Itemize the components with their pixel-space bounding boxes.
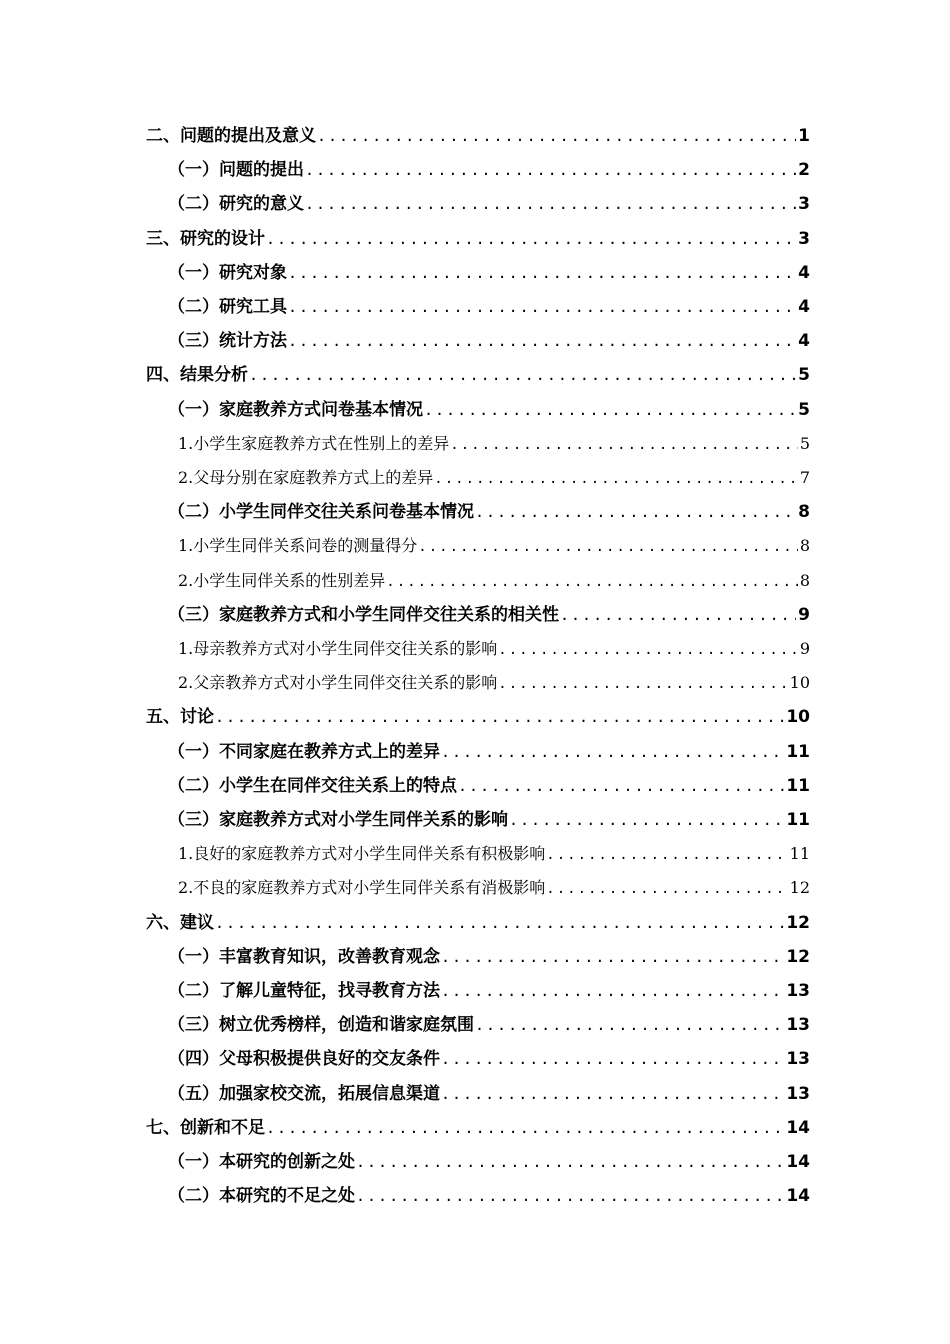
toc-entry-title: （二）小学生同伴交往关系问卷基本情况 [168, 502, 474, 522]
toc-entry-title: （一）家庭教养方式问卷基本情况 [168, 400, 423, 420]
toc-entry-level-2[interactable] [168, 598, 810, 632]
toc-entry-page-number: 11 [786, 810, 810, 830]
toc-entry-level-3[interactable] [178, 666, 810, 700]
toc-dot-leader [266, 222, 796, 256]
toc-entry-title: 三、研究的设计 [146, 229, 265, 249]
toc-entry-level-3[interactable] [178, 461, 810, 495]
toc-entry-title: 2.不良的家庭教养方式对小学生同伴关系有消极影响 [178, 878, 546, 897]
toc-entry-level-2[interactable] [168, 324, 810, 358]
toc-entry-title: 六、建议 [146, 913, 214, 933]
toc-entry-title: 2.父亲教养方式对小学生同伴交往关系的影响 [178, 673, 498, 692]
toc-entry-level-2[interactable] [168, 769, 810, 803]
toc-entry-level-2[interactable] [168, 1179, 810, 1213]
toc-dot-leader [215, 906, 784, 940]
toc-dot-leader [441, 735, 784, 769]
toc-dot-leader [356, 1145, 784, 1179]
toc-entry-title: （四）父母积极提供良好的交友条件 [168, 1049, 440, 1069]
toc-entry-title: （二）了解儿童特征，找寻教育方法 [168, 981, 440, 1001]
toc-entry-level-1[interactable] [146, 358, 810, 392]
toc-entry-title: 五、讨论 [146, 707, 214, 727]
toc-entry-level-2[interactable] [168, 256, 810, 290]
toc-dot-leader [509, 803, 784, 837]
toc-entry-page-number: 8 [799, 536, 810, 555]
toc-entry-title: （五）加强家校交流，拓展信息渠道 [168, 1084, 440, 1104]
toc-entry-page-number: 12 [786, 947, 810, 967]
toc-entry-title: （二）本研究的不足之处 [168, 1186, 355, 1206]
toc-dot-leader [560, 598, 796, 632]
toc-entry-page-number: 11 [789, 844, 810, 863]
toc-dot-leader [498, 633, 798, 667]
toc-dot-leader [215, 700, 784, 734]
toc-dot-leader [288, 324, 796, 358]
toc-entry-title: 1.小学生家庭教养方式在性别上的差异 [178, 434, 450, 453]
toc-entry-page-number: 2 [798, 160, 810, 180]
toc-entry-title: 2.小学生同伴关系的性别差异 [178, 571, 386, 590]
toc-dot-leader [475, 1008, 784, 1042]
toc-entry-level-3[interactable] [178, 529, 810, 563]
toc-entry-page-number: 12 [789, 878, 810, 897]
toc-entry-page-number: 13 [786, 1015, 810, 1035]
toc-dot-leader [546, 872, 787, 906]
toc-entry-title: （三）家庭教养方式和小学生同伴交往关系的相关性 [168, 605, 559, 625]
toc-entry-page-number: 9 [798, 605, 810, 625]
toc-dot-leader [386, 565, 798, 599]
toc-entry-level-1[interactable] [146, 222, 810, 256]
toc-dot-leader [418, 530, 798, 564]
toc-dot-leader [441, 974, 784, 1008]
toc-entry-title: 四、结果分析 [146, 365, 248, 385]
toc-dot-leader [266, 1111, 784, 1145]
toc-entry-title: 二、问题的提出及意义 [146, 126, 316, 146]
toc-entry-level-3[interactable] [178, 871, 810, 905]
toc-dot-leader [288, 256, 796, 290]
toc-entry-level-2[interactable] [168, 187, 810, 221]
toc-entry-page-number: 4 [798, 331, 810, 351]
toc-entry-level-1[interactable] [146, 1111, 810, 1145]
toc-entry-page-number: 10 [789, 673, 810, 692]
toc-entry-page-number: 10 [786, 707, 810, 727]
toc-entry-level-2[interactable] [168, 153, 810, 187]
toc-entry-level-2[interactable] [168, 940, 810, 974]
toc-dot-leader [546, 838, 787, 872]
toc-entry-page-number: 11 [786, 742, 810, 762]
toc-entry-title: （三）统计方法 [168, 331, 287, 351]
toc-dot-leader [249, 358, 796, 392]
toc-entry-title: 1.母亲教养方式对小学生同伴交往关系的影响 [178, 639, 498, 658]
toc-dot-leader [434, 462, 798, 496]
toc-entry-page-number: 3 [798, 229, 810, 249]
toc-dot-leader [458, 769, 784, 803]
toc-dot-leader [424, 393, 796, 427]
toc-entry-page-number: 13 [786, 1049, 810, 1069]
toc-entry-level-2[interactable] [168, 1077, 810, 1111]
toc-entry-page-number: 9 [799, 639, 810, 658]
toc-dot-leader [288, 290, 796, 324]
toc-entry-level-2[interactable] [168, 974, 810, 1008]
toc-entry-title: （三）家庭教养方式对小学生同伴关系的影响 [168, 810, 508, 830]
toc-entry-page-number: 14 [786, 1186, 810, 1206]
toc-entry-level-3[interactable] [178, 427, 810, 461]
toc-entry-page-number: 4 [798, 297, 810, 317]
toc-entry-page-number: 5 [798, 365, 810, 385]
toc-entry-page-number: 13 [786, 1084, 810, 1104]
toc-entry-page-number: 3 [798, 194, 810, 214]
toc-dot-leader [441, 1042, 784, 1076]
toc-dot-leader [317, 119, 796, 153]
toc-entry-level-2[interactable] [168, 735, 810, 769]
toc-entry-page-number: 14 [786, 1118, 810, 1138]
toc-entry-level-1[interactable] [146, 906, 810, 940]
toc-entry-page-number: 4 [798, 263, 810, 283]
toc-entry-level-2[interactable] [168, 495, 810, 529]
toc-entry-level-2[interactable] [168, 393, 810, 427]
toc-dot-leader [498, 667, 787, 701]
toc-entry-level-2[interactable] [168, 1008, 810, 1042]
toc-entry-page-number: 8 [799, 571, 810, 590]
toc-entry-page-number: 5 [798, 400, 810, 420]
toc-entry-level-2[interactable] [168, 290, 810, 324]
toc-dot-leader [305, 187, 796, 221]
toc-entry-title: （二）小学生在同伴交往关系上的特点 [168, 776, 457, 796]
toc-entry-page-number: 14 [786, 1152, 810, 1172]
toc-entry-level-1[interactable] [146, 700, 810, 734]
toc-entry-level-2[interactable] [168, 1145, 810, 1179]
toc-entry-level-2[interactable] [168, 803, 810, 837]
toc-entry-page-number: 7 [799, 468, 810, 487]
toc-entry-title: （一）研究对象 [168, 263, 287, 283]
toc-entry-title: （二）研究工具 [168, 297, 287, 317]
toc-entry-page-number: 1 [798, 126, 810, 146]
toc-entry-level-3[interactable] [178, 564, 810, 598]
toc-entry-title: 1.小学生同伴关系问卷的测量得分 [178, 536, 418, 555]
toc-entry-title: （一）不同家庭在教养方式上的差异 [168, 742, 440, 762]
toc-entry-title: 1.良好的家庭教养方式对小学生同伴关系有积极影响 [178, 844, 546, 863]
toc-entry-title: （一）丰富教育知识，改善教育观念 [168, 947, 440, 967]
toc-entry-level-3[interactable] [178, 837, 810, 871]
toc-entry-level-1[interactable] [146, 119, 810, 153]
toc-entry-title: （二）研究的意义 [168, 194, 304, 214]
toc-entry-level-3[interactable] [178, 632, 810, 666]
toc-entry-title: （一）问题的提出 [168, 160, 304, 180]
toc-dot-leader [441, 1077, 784, 1111]
toc-entry-title: （一）本研究的创新之处 [168, 1152, 355, 1172]
toc-entry-title: 七、创新和不足 [146, 1118, 265, 1138]
toc-dot-leader [450, 428, 798, 462]
toc-entry-title: 2.父母分别在家庭教养方式上的差异 [178, 468, 434, 487]
toc-entry-page-number: 8 [798, 502, 810, 522]
toc-entry-page-number: 5 [799, 434, 810, 453]
toc-dot-leader [305, 153, 796, 187]
toc-entry-level-2[interactable] [168, 1042, 810, 1076]
toc-dot-leader [356, 1179, 784, 1213]
toc-dot-leader [441, 940, 784, 974]
toc-entry-title: （三）树立优秀榜样，创造和谐家庭氛围 [168, 1015, 474, 1035]
toc-entry-page-number: 13 [786, 981, 810, 1001]
toc-entry-page-number: 12 [786, 913, 810, 933]
toc-dot-leader [475, 495, 796, 529]
toc-entry-page-number: 11 [786, 776, 810, 796]
